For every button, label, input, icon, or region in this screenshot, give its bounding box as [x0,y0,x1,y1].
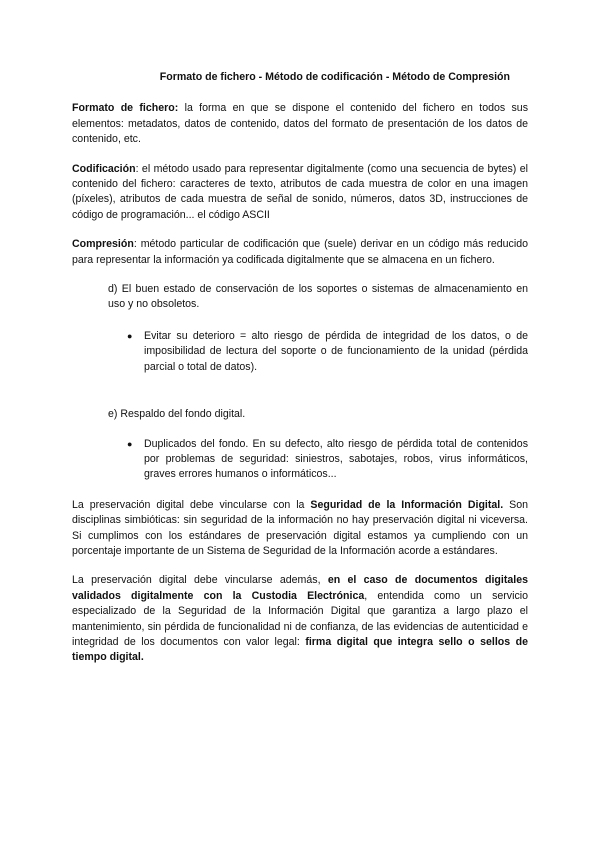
bullet-icon: ● [127,438,133,449]
bullet-item-duplicados [127,437,528,483]
custodia-text-before: La preservación digital debe vincularse además, [72,574,328,587]
paragraph-formato [72,101,528,147]
custodia-bold-2: firma digital que integra sello o sellos de tiempo digital. [72,635,528,664]
page-title: Formato de fichero - Método de codificación - Método de Compresión [159,71,510,83]
text-formato: la forma en que se dispone el contenido del fichero en todos sus elementos: metadatos, datos de contenido, datos del formato de presentación de los datos de contenido, etc. [72,102,528,146]
paragraph-seguridad [72,498,528,560]
paragraph-custodia [72,573,528,665]
paragraph-compresion [72,237,528,268]
text-codificacion: : el método usado para representar digitalmente (como una secuencia de bytes) el contenido del fichero: caracteres de texto, atributos de cada muestra de color en una imagen (píxeles), atributos de cada muestra de señal de sonido, números, datos 3D, instrucciones de código de programación... el código ASCII [72,162,528,221]
bullet-item-deterioro [127,329,528,375]
seguridad-text-before: La preservación digital debe vincularse con la [72,498,311,511]
seguridad-bold: Seguridad de la Información Digital. [310,498,504,511]
seguridad-text-after: Son disciplinas simbióticas: sin seguridad de la información no hay preservación digital ni viceversa. Si cumplimos con los estándares de preservación digital estamos ya cumpliendo con un porcentaje importante de un Sistema de Seguridad de la Información acorde a estándares. [72,498,528,557]
bullet-icon: ● [127,330,133,341]
list-item-e: e) Respaldo del fondo digital. [108,408,246,421]
text-compresion: : método particular de codificación que (suele) derivar en un código más reducido para representar la información ya codificada digitalmente que se almacena en un fichero. [72,238,528,266]
bullet-text-duplicados: Duplicados del fondo. En su defecto, alto riesgo de pérdida total de contenidos por problemas de seguridad: siniestros, sabotajes, robos, virus informáticos, graves errores humanos o informáticos... [144,437,528,481]
bullet-text-deterioro: Evitar su deterioro = alto riesgo de pérdida de integridad de los datos, o de imposibilidad de lectura del soporte o de funcionamiento de la unidad (pérdida parcial o total de datos). [144,329,528,373]
paragraph-codificacion [72,162,528,224]
term-formato: Formato de fichero: [72,102,179,115]
custodia-text-middle: , entendida como un servicio especializado de la Seguridad de la Información Digital que garantiza a largo plazo el mantenimiento, sin pérdida de funcionalidad ni de confianza, de las evidencias de autenticidad e integridad de los documentos con valor legal: [72,589,529,648]
custodia-bold-1: en el caso de documentos digitales validados digitalmente con la Custodia Electrónica [72,574,528,602]
list-item-d: d) El buen estado de conservación de los soportes o sistemas de almacenamiento en uso y no obsoletos. [108,283,528,311]
term-codificacion: Codificación [72,162,136,175]
term-compresion: Compresión [72,238,134,251]
